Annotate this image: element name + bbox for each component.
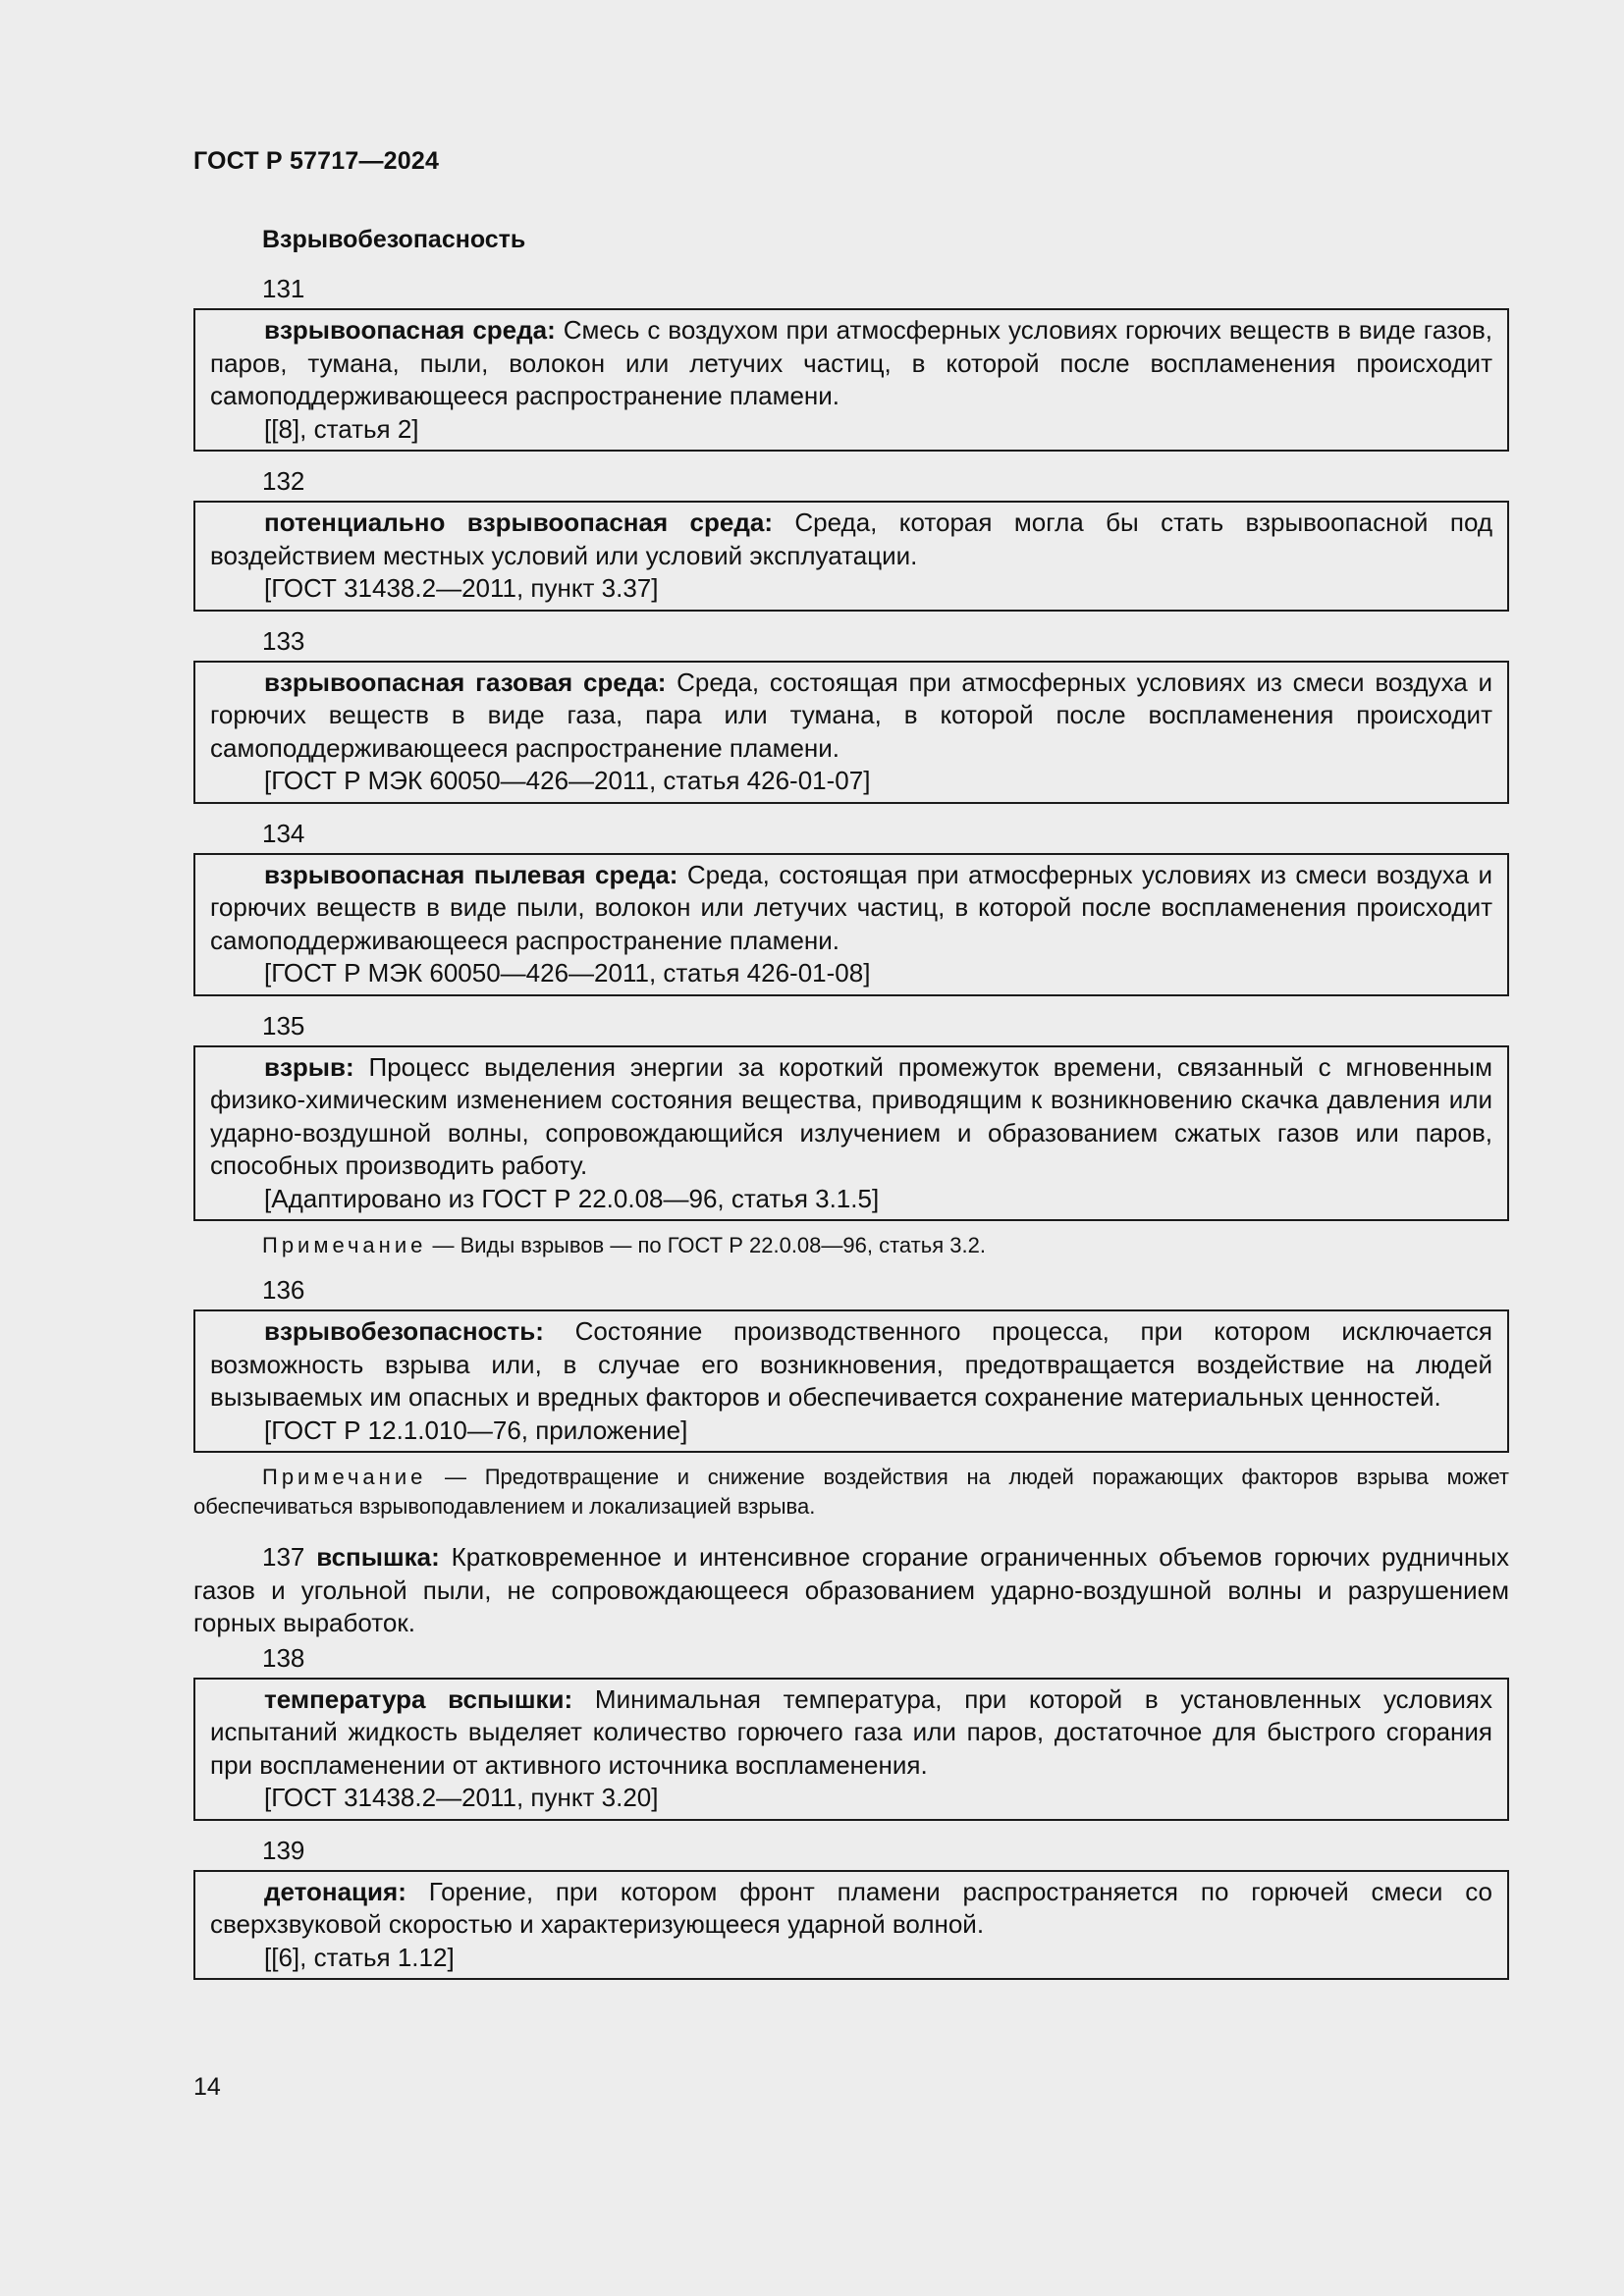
section-title: Взрывобезопасность xyxy=(262,226,526,253)
term-name: взрывоопасная среда: xyxy=(264,315,556,345)
term-number: 132 xyxy=(262,466,305,496)
term-number: 138 xyxy=(262,1642,305,1673)
term-box xyxy=(193,1678,1509,1821)
term-definition-text: Среда, состоящая при атмосферных условиях из смеси воздуха и горючих веществ в виде пыли, волокон или летучих частиц, в которой после воспламенения происходит самоподдерживающееся распространение пламени. xyxy=(210,859,1492,955)
term-name: взрыв: xyxy=(264,1051,354,1082)
term-definition xyxy=(210,1051,1492,1183)
note-text: — Предотвращение и снижение воздействия на людей поражающих факторов взрыва может обеспечиваться взрывоподавлением и локализацией взрыва. xyxy=(193,1465,1509,1519)
term-source: [ГОСТ Р МЭК 60050—426—2011, статья 426-01-08] xyxy=(264,958,871,988)
term-name: детонация: xyxy=(264,1876,406,1906)
term-definition xyxy=(210,1315,1492,1415)
term-name: взрывоопасная пылевая среда: xyxy=(264,859,678,889)
terms-list xyxy=(193,273,1509,1980)
term-name: взрывоопасная газовая среда: xyxy=(264,667,667,697)
term-definition xyxy=(210,859,1492,958)
term-definition-unboxed xyxy=(193,1541,1509,1640)
term-definition-text: Кратковременное и интенсивное сгорание ограниченных объемов горючих рудничных газов и угольной пыли, не сопровождающееся образованием ударно-воздушной волны и разрушением горных выработок. xyxy=(193,1542,1510,1637)
document-page xyxy=(193,0,1509,2296)
document-header: ГОСТ Р 57717—2024 xyxy=(193,147,440,175)
term-box xyxy=(193,1870,1509,1981)
term-definition-text: Минимальная температура, при которой в установленных условиях испытаний жидкость выделяет количество горючего газа или паров, достаточное для быстрого сгорания при воспламенении от активного источника воспламенения. xyxy=(210,1683,1492,1780)
term-number: 137 xyxy=(262,1542,305,1572)
note-text: — Виды взрывов — по ГОСТ Р 22.0.08—96, статья 3.2. xyxy=(426,1233,986,1257)
term-source: [Адаптировано из ГОСТ Р 22.0.08—96, статья 3.1.5] xyxy=(264,1183,880,1213)
term-definition xyxy=(210,1876,1492,1942)
term-number: 135 xyxy=(262,1010,305,1041)
term-box xyxy=(193,1045,1509,1222)
term-source: [ГОСТ Р 12.1.010—76, приложение] xyxy=(264,1415,688,1445)
term-box xyxy=(193,1309,1509,1453)
term-definition-text: Смесь с воздухом при атмосферных условиях горючих веществ в виде газов, паров, тумана, пыли, волокон или летучих частиц, в которой после воспламенения происходит самоподдерживающееся распространение пламени. xyxy=(210,315,1492,410)
term-definition-text: Среда, состоящая при атмосферных условиях из смеси воздуха и горючих веществ в виде газа, пара или тумана, в которой после воспламенения происходит самоподдерживающееся распространение пламени. xyxy=(210,667,1492,763)
term-name: взрывобезопасность: xyxy=(264,1316,544,1346)
term-source: [[6], статья 1.12] xyxy=(264,1942,455,1972)
term-definition xyxy=(210,1683,1492,1783)
term-note xyxy=(193,1231,1509,1260)
term-definition xyxy=(210,667,1492,766)
term-number: 139 xyxy=(262,1835,305,1865)
term-definition-text: Горение, при котором фронт пламени распространяется по горючей смеси со сверхзвуковой скоростью и характеризующееся ударной волной. xyxy=(210,1876,1492,1939)
term-definition-text: Процесс выделения энергии за короткий промежуток времени, связанный с мгновенным физико-химическим изменением состояния вещества, приводящим к возникновению скачка давления или ударно-воздушной волны, сопровождающийся излучением и образованием сжатых газов или паров, способных производить работу. xyxy=(210,1051,1492,1180)
term-note xyxy=(193,1463,1509,1522)
term-definition xyxy=(210,507,1492,572)
term-definition-text: Состояние производственного процесса, при котором исключается возможность взрыва или, в случае его возникновения, предотвращается воздействие на людей вызываемых им опасных и вредных факторов и обеспечивается сохранение материальных ценностей. xyxy=(210,1316,1492,1412)
term-box xyxy=(193,853,1509,996)
term-box xyxy=(193,501,1509,612)
note-label: Примечание xyxy=(262,1465,427,1489)
term-source: [[8], статья 2] xyxy=(264,413,419,444)
page-number: 14 xyxy=(193,2073,221,2101)
term-source: [ГОСТ 31438.2—2011, пункт 3.37] xyxy=(264,573,659,603)
term-number: 131 xyxy=(262,274,305,303)
term-box xyxy=(193,661,1509,804)
term-box xyxy=(193,308,1509,452)
term-definition xyxy=(210,314,1492,413)
term-name: вспышка: xyxy=(316,1542,440,1572)
term-name: температура вспышки: xyxy=(264,1683,573,1714)
term-definition-text: Среда, которая могла бы стать взрывоопасной под воздействием местных условий или условий эксплуатации. xyxy=(210,507,1493,570)
term-source: [ГОСТ 31438.2—2011, пункт 3.20] xyxy=(264,1783,659,1812)
term-number: 133 xyxy=(262,625,305,656)
term-number: 136 xyxy=(262,1275,305,1305)
term-name: потенциально взрывоопасная среда: xyxy=(264,507,773,537)
term-number: 134 xyxy=(262,818,305,848)
term-source: [ГОСТ Р МЭК 60050—426—2011, статья 426-01-07] xyxy=(264,766,871,795)
note-label: Примечание xyxy=(262,1233,427,1257)
